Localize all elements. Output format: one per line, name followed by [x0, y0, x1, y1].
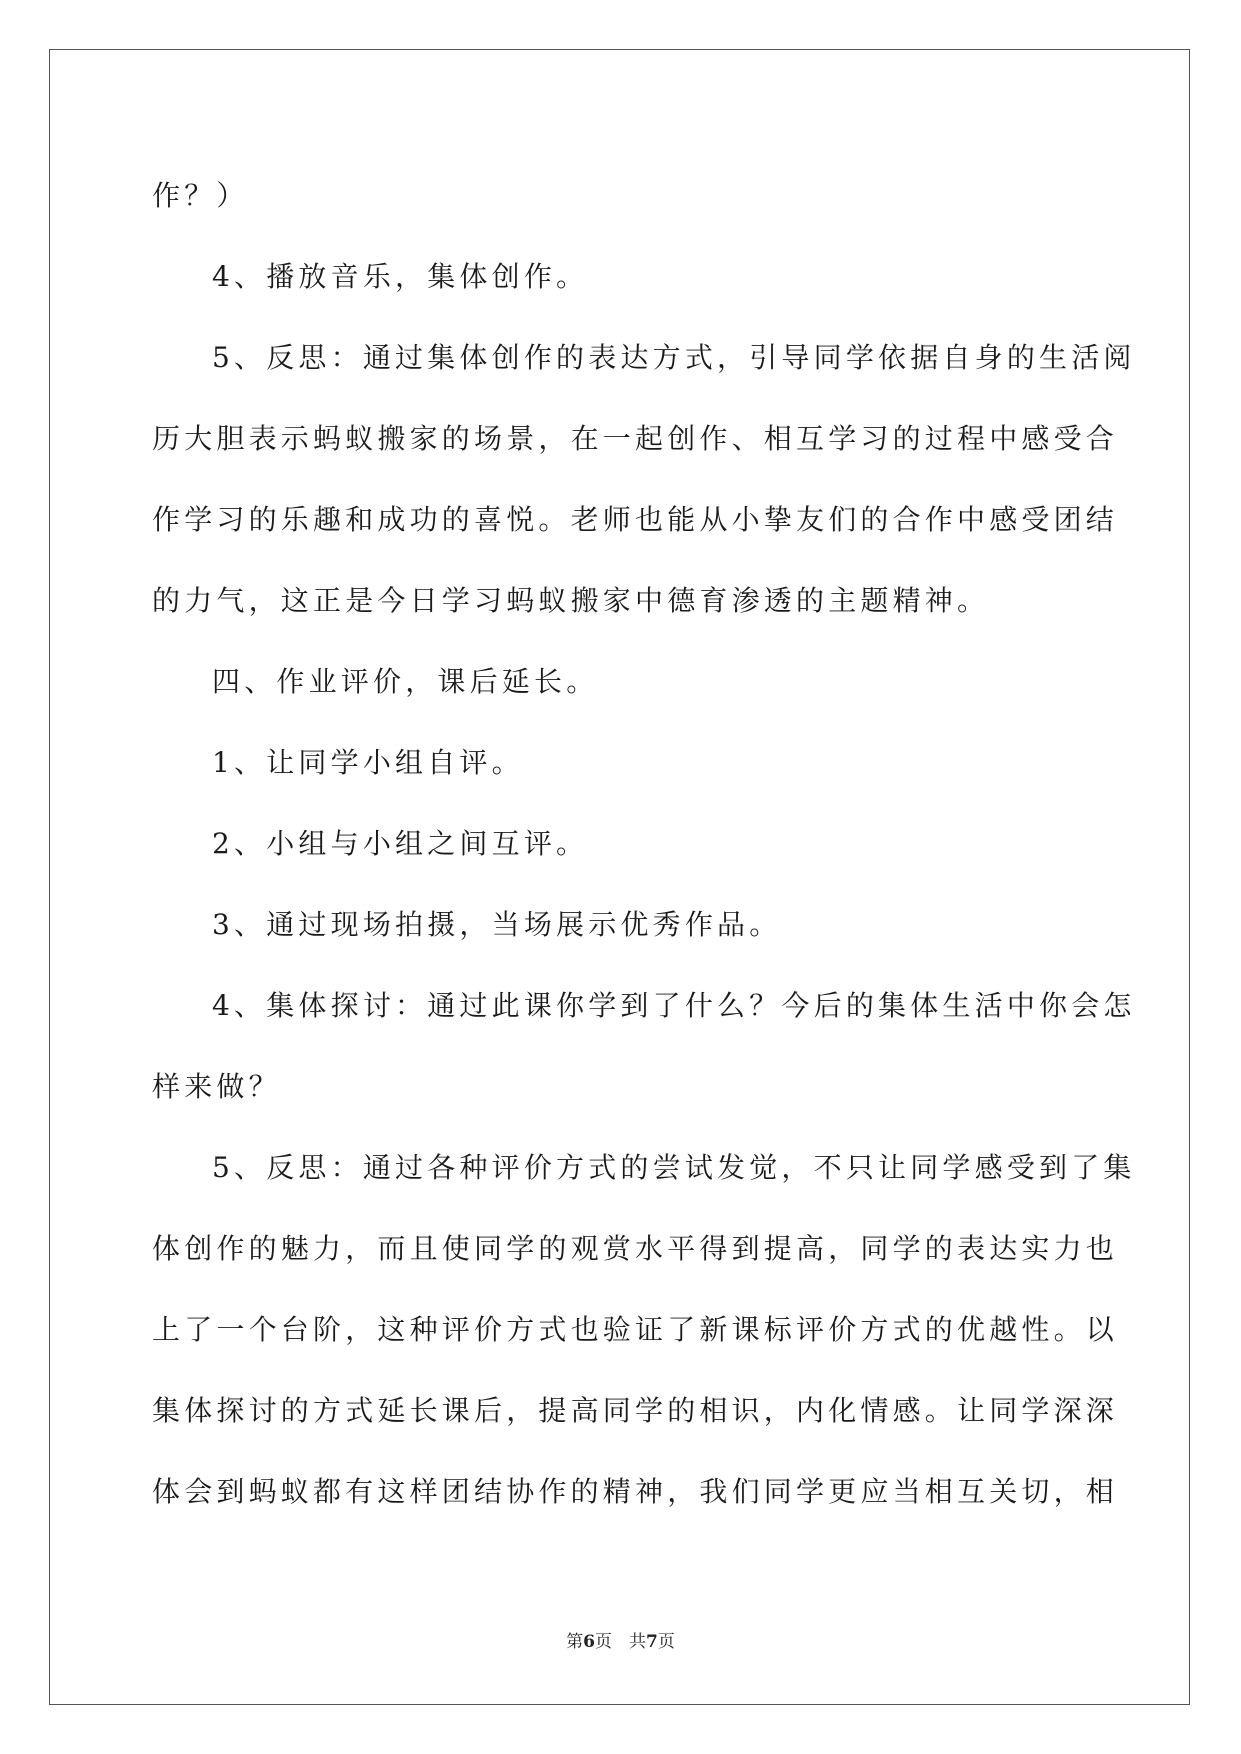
text-line-3: 5、反思：通过集体创作的表达方式，引导同学依据自身的生活阅 [212, 341, 1136, 374]
text-line-2: 4、播放音乐，集体创作。 [212, 260, 589, 293]
total-page-number: 7 [646, 1632, 658, 1652]
text-line-13: 5、反思：通过各种评价方式的尝试发觉，不只让同学感受到了集 [212, 1151, 1136, 1184]
footer-prefix: 第 [566, 1632, 584, 1652]
text-line-11: 4、集体探讨：通过此课你学到了什么？今后的集体生活中你会怎 [212, 989, 1136, 1022]
text-line-17: 体会到蚂蚁都有这样团结协作的精神，我们同学更应当相互关切，相 [152, 1475, 1119, 1508]
footer-suffix: 页 [657, 1632, 675, 1652]
footer-mid: 页 共 [595, 1632, 646, 1652]
section-heading: 四、作业评价，课后延长。 [212, 665, 599, 698]
page-footer [0, 1627, 1241, 1652]
text-line-16: 集体探讨的方式延长课后，提高同学的相识，内化情感。让同学深深 [152, 1394, 1119, 1427]
text-line-4: 历大胆表示蚂蚁搬家的场景，在一起创作、相互学习的过程中感受合 [152, 422, 1119, 455]
text-line-1: 作？） [152, 179, 249, 212]
current-page-number: 6 [583, 1632, 595, 1652]
text-line-14: 体创作的魅力，而且使同学的观赏水平得到提高，同学的表达实力也 [152, 1232, 1119, 1265]
text-line-6: 的力气，这正是今日学习蚂蚁搬家中德育渗透的主题精神。 [152, 584, 990, 617]
text-line-15: 上了一个台阶，这种评价方式也验证了新课标评价方式的优越性。以 [152, 1313, 1119, 1346]
text-line-10: 3、通过现场拍摄，当场展示优秀作品。 [212, 908, 782, 941]
text-line-12: 样来做？ [152, 1070, 281, 1103]
text-line-8: 1、让同学小组自评。 [212, 746, 524, 779]
text-line-5: 作学习的乐趣和成功的喜悦。老师也能从小挚友们的合作中感受团结 [152, 503, 1119, 536]
document-body [152, 155, 1136, 1532]
text-line-9: 2、小组与小组之间互评。 [212, 827, 589, 860]
